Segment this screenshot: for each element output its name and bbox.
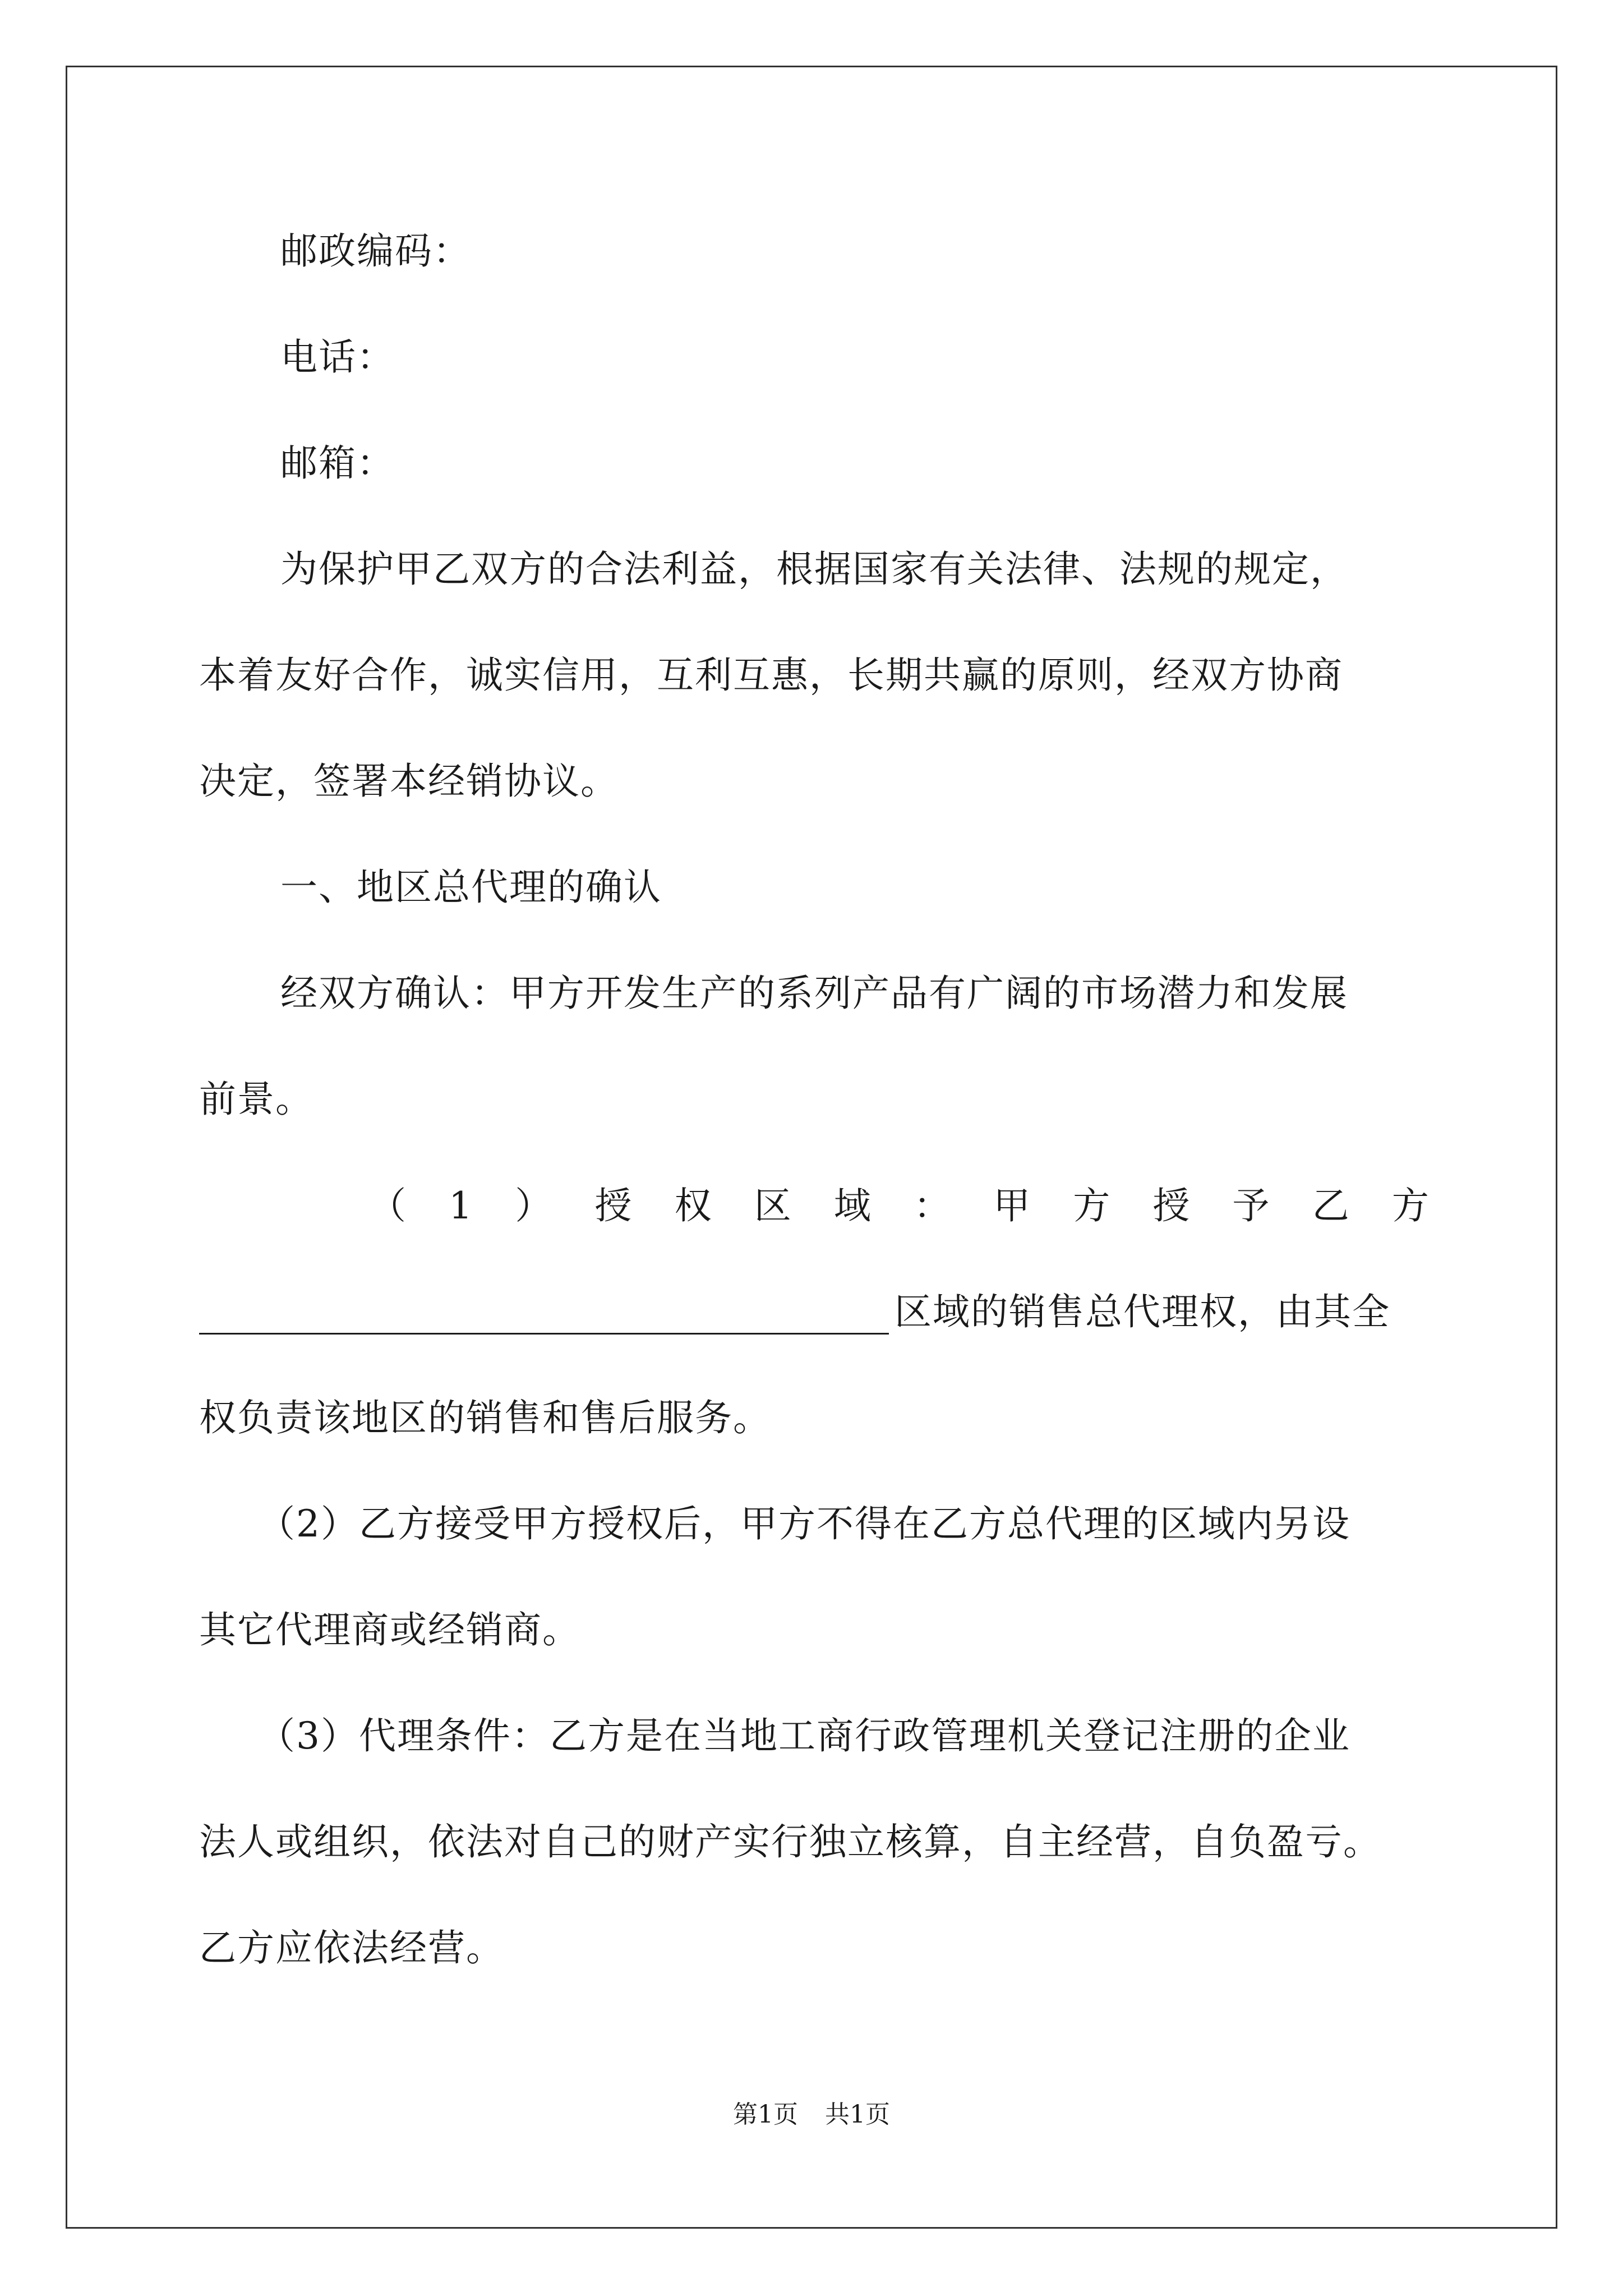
item-1-line-1 [369, 1184, 1429, 1228]
region-blank-underline[interactable] [199, 1294, 889, 1335]
intro-line-2: 本着友好合作，诚实信用，互利互惠，长期共赢的原则，经双方协商 [199, 654, 1343, 697]
item-1-token: 域 [833, 1184, 871, 1227]
section-1-para-line-1: 经双方确认：甲方开发生产的系列产品有广阔的市场潜力和发展 [280, 972, 1348, 1015]
item-3-line-1: （3）代理条件：乙方是在当地工商行政管理机关登记注册的企业 [258, 1714, 1350, 1757]
item-1-token: 方 [1073, 1184, 1110, 1227]
item-1-line-2 [199, 1290, 1390, 1335]
item-1-token: 方 [1391, 1184, 1429, 1227]
item-1-token: ： [913, 1184, 951, 1227]
phone-label: 电话： [280, 335, 395, 379]
page-footer [0, 2099, 1623, 2131]
item-1-token: 1 [449, 1184, 473, 1227]
page-border [66, 66, 1557, 2229]
page-total: 共1页 [825, 2100, 890, 2129]
item-3-line-2: 法人或组织，依法对自己的财产实行独立核算，自主经营，自负盈亏。 [199, 1820, 1381, 1864]
intro-line-3: 决定，签署本经销协议。 [199, 760, 619, 803]
email-label: 邮箱： [280, 441, 395, 485]
item-1-token: 区 [754, 1184, 791, 1227]
item-1-token: 授 [594, 1184, 632, 1227]
item-1-token: 予 [1232, 1184, 1270, 1227]
item-1-line-3: 权负责该地区的销售和售后服务。 [199, 1396, 771, 1439]
page-number: 第1页 [733, 2100, 798, 2129]
item-1-token: 授 [1152, 1184, 1190, 1227]
item-1-token: 乙 [1312, 1184, 1349, 1227]
item-2-line-1: （2）乙方接受甲方授权后，甲方不得在乙方总代理的区域内另设 [258, 1502, 1350, 1545]
item-1-token: ） [515, 1184, 552, 1227]
item-1-token: 甲 [993, 1184, 1031, 1227]
section-1-heading: 一、地区总代理的确认 [280, 866, 662, 909]
item-3-line-3: 乙方应依法经营。 [199, 1926, 504, 1970]
item-1-token: 权 [674, 1184, 712, 1227]
item-1-token: （ [369, 1184, 406, 1227]
intro-line-1: 为保护甲乙双方的合法利益，根据国家有关法律、法规的规定， [280, 547, 1348, 591]
postcode-label: 邮政编码： [280, 229, 471, 273]
section-1-para-line-2: 前景。 [199, 1078, 313, 1121]
item-2-line-2: 其它代理商或经销商。 [199, 1608, 580, 1651]
item-1-line-2-text: 区域的销售总代理权，由其全 [895, 1290, 1390, 1333]
